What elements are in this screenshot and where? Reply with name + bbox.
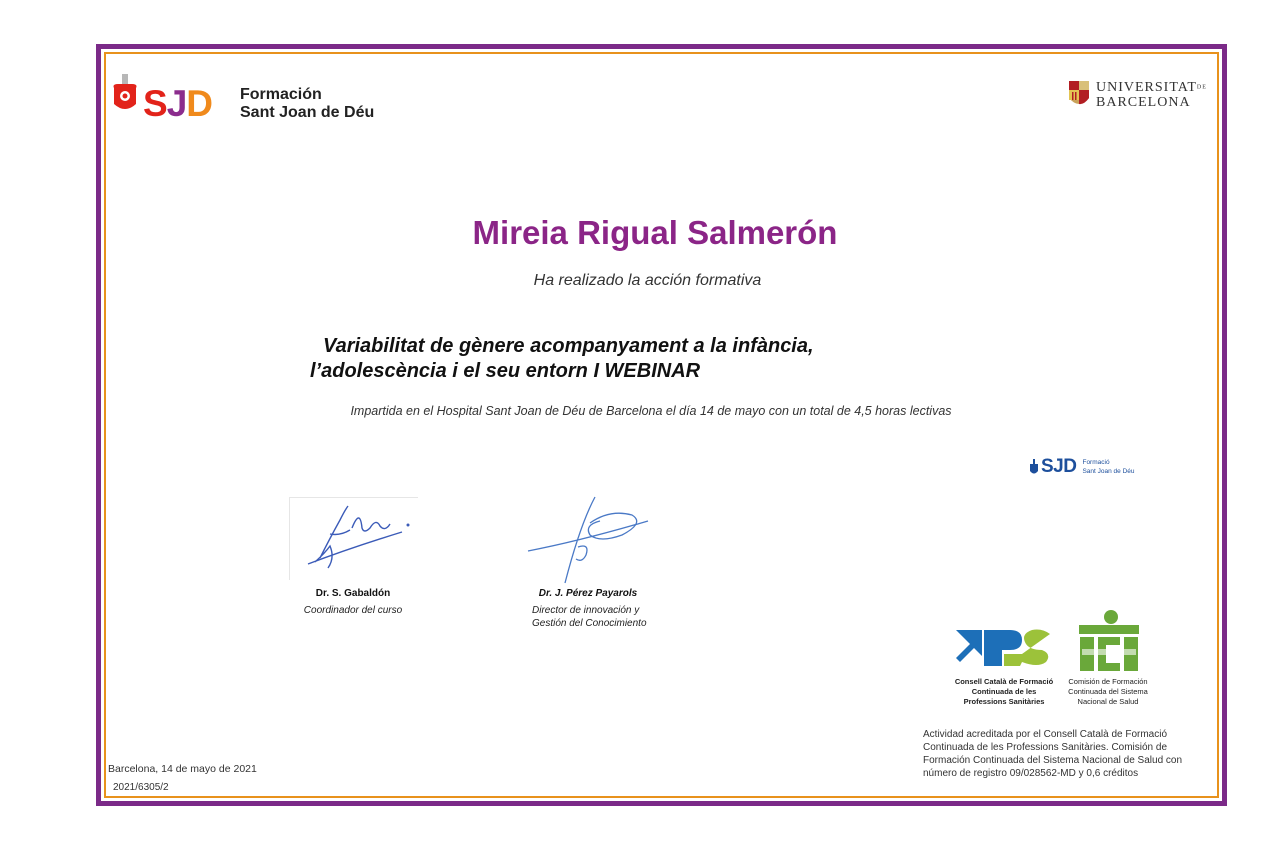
ccfcps-logo-icon [956, 628, 1052, 668]
course-title-line1: Variabilitat de gènere acompanyament a la infància, [323, 335, 814, 357]
course-title-line2: l’adolescència i el seu entorn I WEBINAR [310, 360, 701, 382]
signature-2-role [532, 604, 682, 630]
signature-1-name: Dr. S. Gabaldón [315, 588, 391, 599]
course-title [310, 334, 950, 384]
sjd-small-letters: SJD [1041, 456, 1077, 477]
signature-2-role-line2: Gestión del Conocimiento [532, 618, 647, 629]
sjd-small-text: Formació Sant Joan de Déu [1082, 459, 1135, 475]
signature-2-name: Dr. J. Pérez Payarols [538, 588, 638, 599]
sjd-logo-text [240, 86, 374, 122]
ub-line2: BARCELONA [1096, 95, 1191, 111]
signature-1-scribble [290, 498, 418, 580]
place-date: Barcelona, 14 de mayo de 2021 [108, 763, 257, 775]
sjd-emblem-icon [110, 74, 140, 116]
ccfcps-caption: Consell Català de Formació Continuada de les Professions Sanitàries [954, 677, 1054, 706]
cfc-logo-icon [1078, 609, 1140, 673]
sjd-logo-letters: SJD [143, 83, 212, 124]
ub-line1: UNIVERSITAT [1096, 80, 1197, 95]
signature-1-role: Coordinador del curso [303, 605, 403, 616]
cfc-caption: Comisión de Formación Continuada del Sistema Nacional de Salud [1068, 677, 1148, 706]
recipient-name: Mireia Rigual Salmerón [472, 214, 838, 251]
signature-2-scribble [520, 495, 655, 585]
sjd-small-logo [1029, 456, 1135, 478]
course-details: Impartida en el Hospital Sant Joan de Déu de Barcelona el día 14 de mayo con un total de 4,5 horas lectivas [350, 404, 952, 418]
registration-number: 2021/6305/2 [113, 782, 169, 793]
ub-de: DE [1196, 84, 1207, 91]
ub-shield-icon [1068, 78, 1090, 110]
accreditation-text: Actividad acreditada por el Consell Català de Formació Continuada de les Professions Sanitàries. Comisión de Formación Continuada del Sistema Nacional de Salud con número de registro 09/028562-MD y 0,6 créditos [923, 729, 1183, 779]
signature-2-role-line1: Director de innovación y [532, 605, 640, 616]
completed-text: Ha realizado la acción formativa [533, 272, 762, 289]
ub-logo-text [1096, 80, 1207, 110]
sjd-small-emblem-icon [1029, 458, 1039, 476]
sjd-logo-line1: Formación [240, 86, 322, 103]
sjd-logo-line2: Sant Joan de Déu [240, 104, 375, 121]
signature-1-image [289, 497, 418, 580]
